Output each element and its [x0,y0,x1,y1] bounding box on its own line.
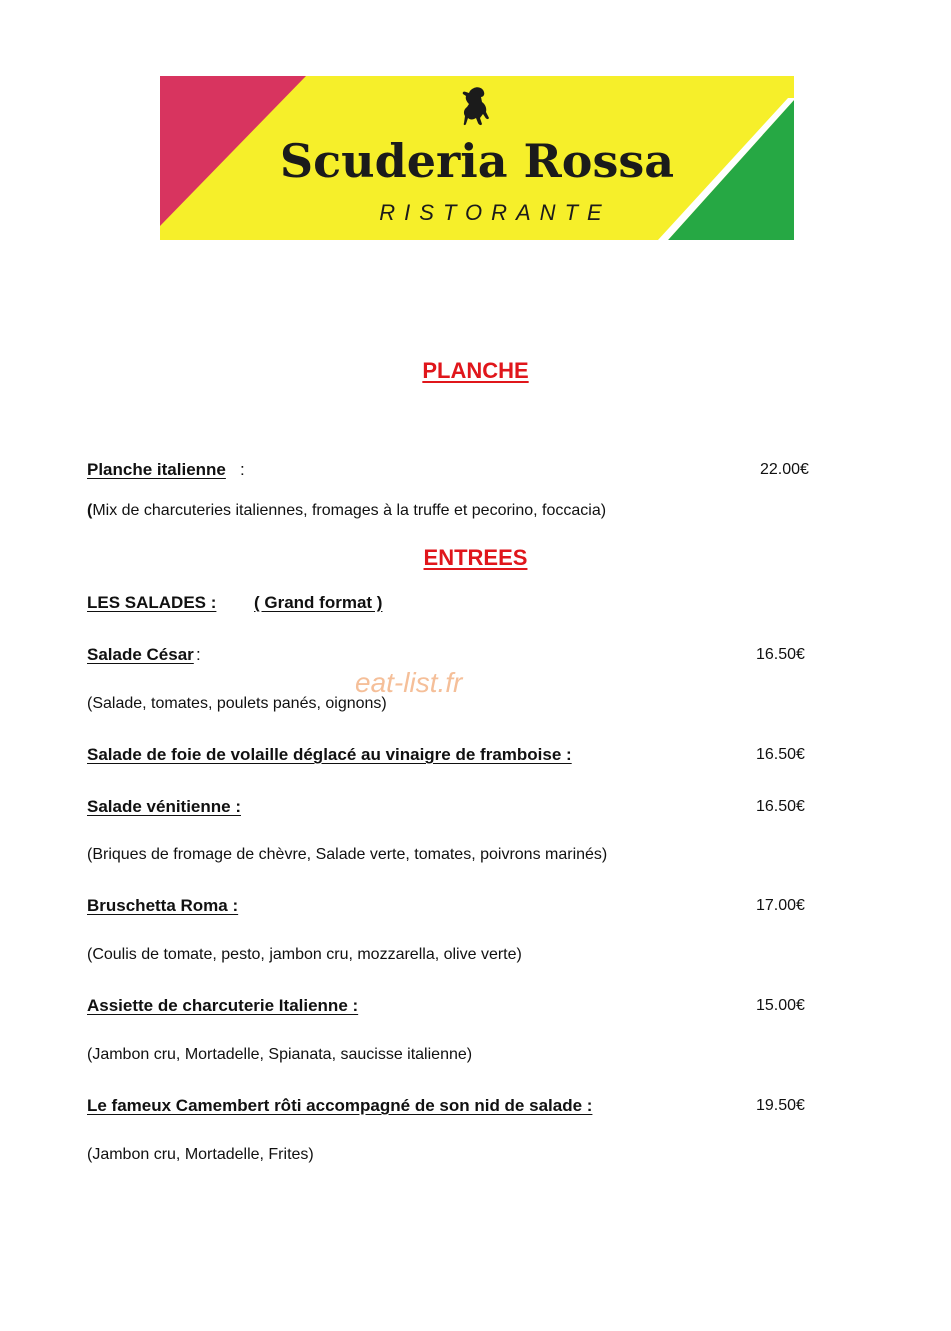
item-name: Assiette de charcuterie Italienne : [87,996,359,1015]
item-price-planche: 22.00€ [760,461,809,478]
item-suffix: : [196,645,201,664]
item-name: Bruschetta Roma : [87,896,239,915]
item-name: Salade César [87,645,194,664]
item-name-planche: Planche italienne [87,460,226,479]
item-price: 16.50€ [756,646,805,663]
logo-name: Scuderia Rossa [279,134,675,188]
section-title-planche: PLANCHE [422,358,529,383]
item-desc: (Briques de fromage de chèvre, Salade verte, tomates, poivrons marinés) [87,846,608,863]
item-desc: (Salade, tomates, poulets panés, oignons) [87,695,387,712]
prancing-horse-icon [456,84,492,132]
item-price: 15.00€ [756,997,805,1014]
item-name: Salade vénitienne : [87,797,241,816]
logo-subtitle: RISTORANTE [379,200,611,225]
item-desc: (Jambon cru, Mortadelle, Frites) [87,1146,314,1163]
item-desc: (Jambon cru, Mortadelle, Spianata, saucisse italienne) [87,1046,473,1063]
item-price: 16.50€ [756,746,805,763]
restaurant-logo [160,76,794,240]
watermark: eat-list.fr [355,667,463,698]
desc-open-paren: ( [87,502,93,519]
salades-format: ( Grand format ) [254,593,383,612]
item-price: 17.00€ [756,897,805,914]
item-price: 16.50€ [756,798,805,815]
item-suffix-planche: : [240,460,245,479]
desc-text: Mix de charcuteries italiennes, fromages à la truffe et pecorino, foccacia) [92,502,607,519]
item-price: 19.50€ [756,1097,805,1114]
item-desc-planche [87,502,606,520]
item-name: Le fameux Camembert rôti accompagné de son nid de salade : [87,1096,593,1115]
item-name: Salade de foie de volaille déglacé au vinaigre de framboise : [87,745,572,764]
item-desc: (Coulis de tomate, pesto, jambon cru, mozzarella, olive verte) [87,946,522,963]
section-title-entrees: ENTREES [423,545,528,570]
salades-label: LES SALADES : [87,593,217,612]
